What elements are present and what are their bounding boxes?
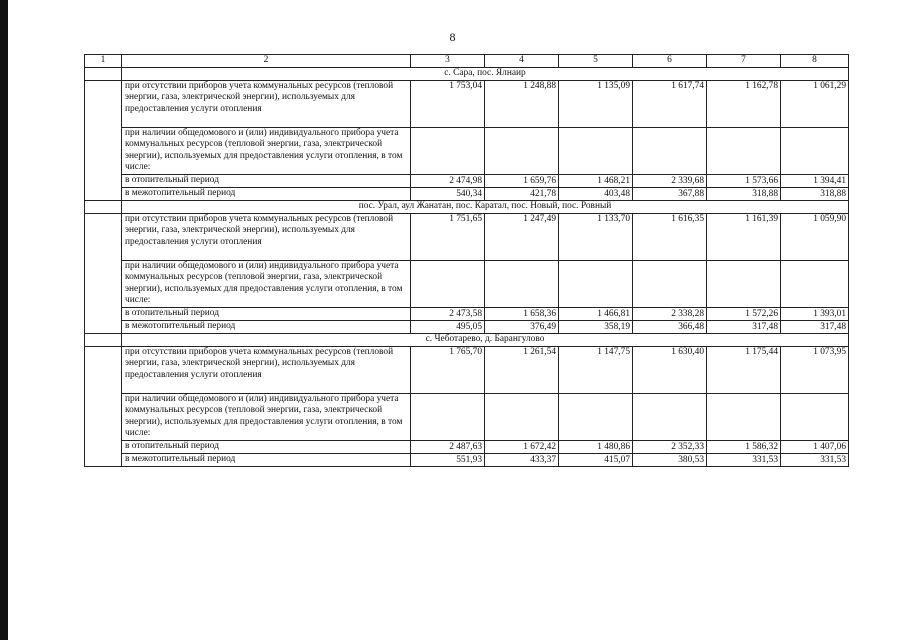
tariff-value: 317,48	[707, 321, 781, 334]
tariff-value: 1 133,70	[559, 214, 633, 261]
tariff-value: 1 630,40	[633, 347, 707, 394]
row-description: при отсутствии приборов учета коммунальных ресурсов (тепловой энергии, газа, электрической энергии), используемых для предоставления услуги отопления	[122, 214, 411, 261]
row-description: в отопительный период	[122, 441, 411, 454]
scan-edge-bar	[0, 0, 8, 640]
empty-value-cell	[781, 261, 849, 308]
empty-value-cell	[707, 128, 781, 175]
tariff-value: 1 572,26	[707, 308, 781, 321]
tariff-value: 1 658,36	[485, 308, 559, 321]
page-number: 8	[449, 30, 456, 44]
empty-value-cell	[707, 261, 781, 308]
row-number-cell	[85, 347, 122, 467]
row-description: при наличии общедомового и (или) индивидуального прибора учета коммунальных ресурсов (тепловой энергии, газа, электрической энергии), используемых для предоставления услуги отопления, в том числе:	[122, 261, 411, 308]
section-location: пос. Урал, аул Жанатан, пос. Каратал, пос. Новый, пос. Ровный	[122, 201, 849, 214]
row-description: в межотопительный период	[122, 188, 411, 201]
tariff-value: 1 394,41	[781, 175, 849, 188]
tariff-table	[84, 54, 849, 467]
tariff-value: 421,78	[485, 188, 559, 201]
tariff-value: 2 338,28	[633, 308, 707, 321]
heating-period-row	[85, 175, 849, 188]
with-meter-row	[85, 261, 849, 308]
empty-value-cell	[633, 394, 707, 441]
section-location: с. Сара, пос. Ялнаир	[122, 68, 849, 81]
header-cell: 3	[411, 55, 485, 68]
tariff-value: 415,07	[559, 454, 633, 467]
tariff-value: 1 586,32	[707, 441, 781, 454]
tariff-value: 358,19	[559, 321, 633, 334]
tariff-value: 1 753,04	[411, 81, 485, 128]
no-meter-row	[85, 347, 849, 394]
tariff-value: 551,93	[411, 454, 485, 467]
empty-value-cell	[559, 261, 633, 308]
tariff-value: 1 751,65	[411, 214, 485, 261]
section-location-row	[85, 334, 849, 347]
row-number-cell	[85, 334, 122, 347]
tariff-value: 1 135,09	[559, 81, 633, 128]
tariff-value: 1 617,74	[633, 81, 707, 128]
tariff-value: 1 175,44	[707, 347, 781, 394]
tariff-value: 2 352,33	[633, 441, 707, 454]
tariff-value: 318,88	[781, 188, 849, 201]
row-number-cell	[85, 68, 122, 81]
tariff-value: 403,48	[559, 188, 633, 201]
tariff-value: 1 616,35	[633, 214, 707, 261]
header-cell: 6	[633, 55, 707, 68]
empty-value-cell	[485, 261, 559, 308]
tariff-value: 1 672,42	[485, 441, 559, 454]
tariff-value: 1 147,75	[559, 347, 633, 394]
tariff-value: 1 466,81	[559, 308, 633, 321]
empty-value-cell	[485, 128, 559, 175]
empty-value-cell	[559, 394, 633, 441]
tariff-value: 1 765,70	[411, 347, 485, 394]
row-description: в межотопительный период	[122, 454, 411, 467]
tariff-value: 1 061,29	[781, 81, 849, 128]
empty-value-cell	[559, 128, 633, 175]
row-number-cell	[85, 81, 122, 201]
tariff-value: 366,48	[633, 321, 707, 334]
tariff-value: 1 073,95	[781, 347, 849, 394]
empty-value-cell	[411, 128, 485, 175]
tariff-value: 367,88	[633, 188, 707, 201]
empty-value-cell	[485, 394, 559, 441]
tariff-value: 1 468,21	[559, 175, 633, 188]
row-description: при отсутствии приборов учета коммунальных ресурсов (тепловой энергии, газа, электрической энергии), используемых для предоставления услуги отопления	[122, 81, 411, 128]
tariff-value: 2 339,68	[633, 175, 707, 188]
header-cell: 4	[485, 55, 559, 68]
tariff-value: 1 247,49	[485, 214, 559, 261]
tariff-value: 380,53	[633, 454, 707, 467]
interheating-period-row	[85, 454, 849, 467]
tariff-value: 1 407,06	[781, 441, 849, 454]
tariff-value: 331,53	[707, 454, 781, 467]
tariff-value: 1 573,66	[707, 175, 781, 188]
empty-value-cell	[411, 261, 485, 308]
tariff-value: 433,37	[485, 454, 559, 467]
tariff-value: 2 487,63	[411, 441, 485, 454]
tariff-value: 376,49	[485, 321, 559, 334]
tariff-value: 2 473,58	[411, 308, 485, 321]
row-description: в межотопительный период	[122, 321, 411, 334]
empty-value-cell	[633, 261, 707, 308]
tariff-value: 2 474,98	[411, 175, 485, 188]
header-row	[85, 55, 849, 68]
header-cell: 8	[781, 55, 849, 68]
row-description: в отопительный период	[122, 308, 411, 321]
with-meter-row	[85, 394, 849, 441]
header-cell: 1	[85, 55, 122, 68]
empty-value-cell	[411, 394, 485, 441]
empty-value-cell	[781, 394, 849, 441]
header-cell: 5	[559, 55, 633, 68]
no-meter-row	[85, 214, 849, 261]
tariff-value: 317,48	[781, 321, 849, 334]
tariff-value: 1 059,90	[781, 214, 849, 261]
section-location-row	[85, 68, 849, 81]
row-description: при отсутствии приборов учета коммунальных ресурсов (тепловой энергии, газа, электрической энергии), используемых для предоставления услуги отопления	[122, 347, 411, 394]
heating-period-row	[85, 441, 849, 454]
tariff-value: 1 393,01	[781, 308, 849, 321]
empty-value-cell	[781, 128, 849, 175]
tariff-value: 540,34	[411, 188, 485, 201]
tariff-value: 331,53	[781, 454, 849, 467]
tariff-value: 1 248,88	[485, 81, 559, 128]
tariff-value: 1 161,39	[707, 214, 781, 261]
row-description: при наличии общедомового и (или) индивидуального прибора учета коммунальных ресурсов (тепловой энергии, газа, электрической энергии), используемых для предоставления услуги отопления, в том числе:	[122, 128, 411, 175]
section-location-row	[85, 201, 849, 214]
tariff-value: 1 659,76	[485, 175, 559, 188]
row-number-cell	[85, 201, 122, 214]
empty-value-cell	[707, 394, 781, 441]
interheating-period-row	[85, 188, 849, 201]
tariff-value: 318,88	[707, 188, 781, 201]
row-description: в отопительный период	[122, 175, 411, 188]
tariff-value: 1 162,78	[707, 81, 781, 128]
heating-period-row	[85, 308, 849, 321]
tariff-value: 495,05	[411, 321, 485, 334]
row-number-cell	[85, 214, 122, 334]
tariff-value: 1 261,54	[485, 347, 559, 394]
no-meter-row	[85, 81, 849, 128]
interheating-period-row	[85, 321, 849, 334]
with-meter-row	[85, 128, 849, 175]
tariff-value: 1 480,86	[559, 441, 633, 454]
empty-value-cell	[633, 128, 707, 175]
section-location: с. Чеботарево, д. Барангулово	[122, 334, 849, 347]
row-description: при наличии общедомового и (или) индивидуального прибора учета коммунальных ресурсов (тепловой энергии, газа, электрической энергии), используемых для предоставления услуги отопления, в том числе:	[122, 394, 411, 441]
header-cell: 2	[122, 55, 411, 68]
header-cell: 7	[707, 55, 781, 68]
